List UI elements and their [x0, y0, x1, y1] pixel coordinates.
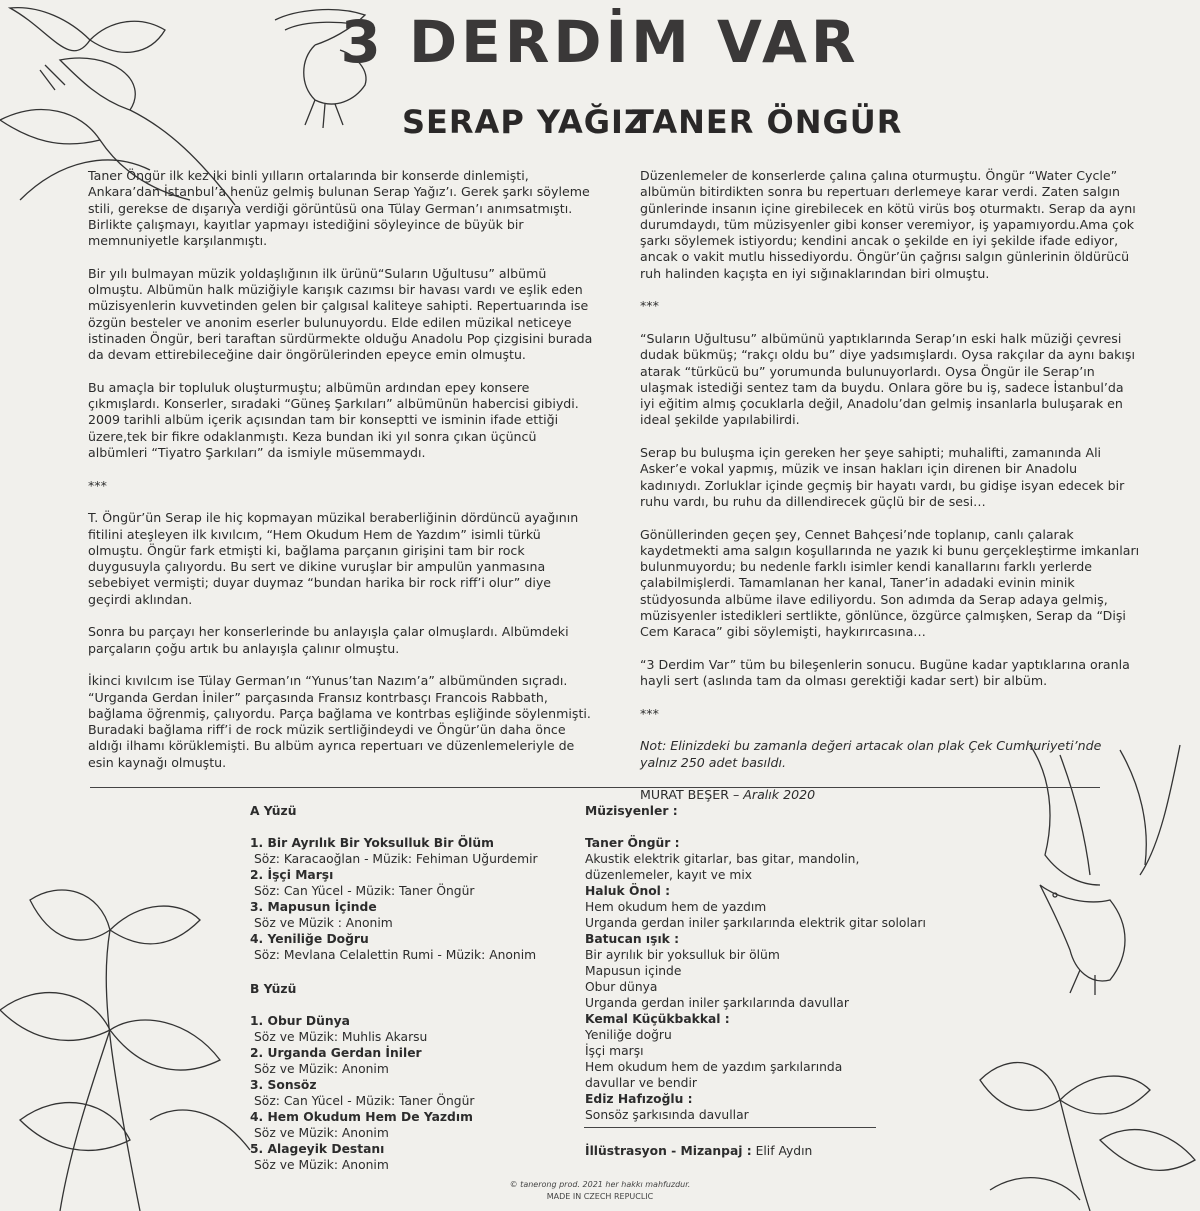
musician-role: Sonsöz şarkısında davullar [585, 1108, 749, 1122]
musician-entry [585, 1011, 985, 1091]
paragraph: Gönüllerinden geçen şey, Cennet Bahçesi’nde toplanıp, canlı çalarak kaydetmekti ama salgın koşullarında ne yazık ki bunu gerçekleştirme imkanları bulunmuyordu; bu nedenle farklı isimler kendi kanallarını farklı yerlerde çalabilmişlerdi. Tamamlanan her kanal, Taner’in adadaki evinin minik stüdyosunda albüme ilave ediliyordu. Son adımda da Serap adaya gelmiş, müzisyenler istedikleri sertlikte, gönlünce, özgürce çalmışken, Serap da “Dişi Cem Karaca” gibi söylemişti, haykırırcasına… [640, 526, 1140, 640]
track-item [250, 867, 580, 899]
paragraph: T. Öngür’ün Serap ile hiç kopmayan müzikal beraberliğinin dördüncü ayağının fitilini ateşleyen ilk kıvılcım, “Hem Okudum Hem de Yazdım” isimli türkü olmuştu. Öngür fark etmişti ki, bağlama parçanın girişini tam bir rock duygusuyla çalıyordu. Bu sert ve dikine vuruşlar bir ampulün yanmasına sebebiyet vermişti; duyar duymaz “bundan harika bir rock riff’i olur” diye geçirdi aklından. [88, 510, 579, 607]
track-item [250, 1013, 580, 1045]
section-divider [90, 787, 1100, 788]
musician-role: düzenlemeler, kayıt ve mix [585, 868, 753, 882]
track-title: 1. Obur Dünya [250, 1014, 350, 1028]
artist-name-serap: SERAP YAĞIZ [402, 103, 649, 141]
musician-name: Batucan ışık : [585, 932, 680, 946]
track-title: 3. Sonsöz [250, 1078, 317, 1092]
liner-notes-left-column [88, 168, 596, 787]
musician-role: Akustik elektrik gitarlar, bas gitar, mandolin, [585, 852, 860, 866]
track-item [250, 1077, 580, 1109]
paragraph: “Suların Uğultusu” albümünü yaptıklarında Serap’ın eski halk müziği çevresi dudak bükmüş; “rakçı oldu bu” diye yadsımışlardı. Oysa rakçılar da aynı bakışı atarak “türkücü bu” yorumunda bulunuyorlardı. Oysa Öngür ile Serap’ın ulaşmak istediği sentez tam da buydu. Onlara göre bu iş, sadece İstanbul’da iyi eğitim almış çocuklarla değil, Anadolu’dan gelmiş insanlarla buluşarak en ideal şekilde yapılabilirdi. [640, 330, 1135, 428]
musician-role: İşçi marşı [585, 1044, 644, 1058]
track-title: 2. Urganda Gerdan İniler [250, 1046, 422, 1060]
track-item [250, 899, 580, 931]
paragraph: Düzenlemeler de konserlerde çalına çalına oturmuştu. Öngür “Water Cycle” albümün bitirdikten sonra bu repertuarı derlemeye karar verdi. Zaten salgın günlerinde insanın içine girebilecek en kötü virüs boş oturmaktı. Serap da aynı durumdaydı, tüm müzisyenler gibi konser veremiyor, iş yapamıyordu.Ama çok şarkı söylemek istiyordu; kendini ancak o şekilde en iyi şekilde ifade ediyor, ancak o vakit mutlu hissediyordu. Öngür’ün çağrısı salgın günlerinin öldürücü ruh halinden kaçışta en iyi sığınaklarından biri olmuştu. [640, 168, 1136, 281]
track-credit: Söz: Can Yücel - Müzik: Taner Öngür [254, 1094, 475, 1108]
track-item [250, 835, 580, 867]
track-credit: Söz ve Müzik : Anonim [254, 916, 393, 930]
artist-name-taner: TANER ÖNGÜR [632, 103, 903, 141]
musician-name: Kemal Küçükbakkal : [585, 1012, 730, 1026]
side-b-label: B Yüzü [250, 982, 297, 996]
illustration-credit [585, 1144, 812, 1158]
track-item [250, 1141, 580, 1173]
musician-name: Taner Öngür : [585, 836, 680, 850]
paragraph: Serap bu buluşma için gereken her şeye sahipti; muhalifti, zamanında Ali Asker’e vokal yapmış, müzik ve insan hakları için direnen bir Anadolu kadınıydı. Zorluklar içinde geçmiş bir hayatı vardı, bu gidişe isyan edecek bir ruhu vardı, bu ruhu da dillendirecek güçlü bir de sesi… [640, 445, 1125, 509]
section-separator: *** [640, 705, 659, 721]
illustration-credit-label: İllüstrasyon - Mizanpaj : [585, 1144, 752, 1158]
track-credit: Söz ve Müzik: Anonim [254, 1062, 389, 1076]
section-separator: *** [640, 298, 659, 314]
musician-role: Urganda gerdan iniler şarkılarında elektrik gitar soloları [585, 916, 926, 930]
track-credit: Söz ve Müzik: Muhlis Akarsu [254, 1030, 428, 1044]
made-in-text: MADE IN CZECH REPUCLIC [546, 1192, 654, 1201]
track-credit: Söz ve Müzik: Anonim [254, 1126, 389, 1140]
paragraph: “3 Derdim Var” tüm bu bileşenlerin sonucu. Bugüne kadar yaptıklarına oranla hayli sert (aslında tam da olması gerektiği kadar sert) bir albüm. [640, 656, 1130, 689]
paragraph: Bir yılı bulmayan müzik yoldaşlığının ilk ürünü“Suların Uğultusu” albümü olmuştu. Albümün halk müziğiyle karışık cazımsı bir havası vardı ve eşlik eden müzisyenlerin kuvvetinden gelen bir çalgısal kaliteye sahipti. Repertuarında ise özgün besteler ve anonim eserler bulunuyordu. Elde edilen müzikal neticeye istinaden Öngür, beri taraftan sürdürmekte olduğu Anadolu Pop çizgisini burada da devam ettirebileceğine dair öngörülerinden epeyce emin olmuştu. [88, 265, 593, 363]
track-title: 4. Yeniliğe Doğru [250, 932, 369, 946]
track-title: 4. Hem Okudum Hem De Yazdım [250, 1110, 473, 1124]
track-credit: Söz: Mevlana Celalettin Rumi - Müzik: Anonim [254, 948, 537, 962]
musicians-heading: Müzisyenler : [585, 804, 678, 818]
musician-name: Haluk Önol : [585, 884, 671, 898]
musician-role: Mapusun içinde [585, 964, 682, 978]
track-credit: Söz: Can Yücel - Müzik: Taner Öngür [254, 884, 475, 898]
signature [640, 787, 1140, 803]
musician-role: Hem okudum hem de yazdım şarkılarında [585, 1060, 843, 1074]
track-title: 3. Mapusun İçinde [250, 900, 377, 914]
musician-role: Hem okudum hem de yazdım [585, 900, 767, 914]
track-credit: Söz ve Müzik: Anonim [254, 1158, 389, 1172]
musician-entry [585, 931, 985, 1011]
copyright-text: © tanerong prod. 2021 her hakkı mahfuzdur. [509, 1180, 691, 1189]
section-separator: *** [88, 477, 107, 493]
signature-dash: – [728, 787, 744, 803]
paragraph: Sonra bu parçayı her konserlerinde bu anlayışla çalar olmuşlardı. Albümdeki parçaların çoğu artık bu anlayışla çalınır olmuştu. [88, 624, 569, 656]
pressing-note: Not: Elinizdeki bu zamanla değeri artacak olan plak Çek Cumhuriyeti’nde yalnız 250 adet basıldı. [640, 738, 1102, 770]
paragraph: İkinci kıvılcım ise Tülay German’ın “Yunus’tan Nazım’a” albümünden sıçradı. “Urganda Gerdan İniler” parçasında Fransız kontrbasçı Francois Rabbath, bağlama öğrenmiş, çalıyordu. Parça bağlama ve kontrbas eşliğinde söylenmişti. Buradaki bağlama riff’i de rock müzik sertliğindeydi ve Öngür’ün daha önce aldığı ilhamı körüklemişti. Bu albüm ayrıca repertuarı ve düzenlemeleriyle de esin kaynağı olmuştu. [88, 673, 591, 770]
paragraph: Bu amaçla bir topluluk oluşturmuştu; albümün ardından epey konsere çıkmışlardı. Konserler, sıradaki “Güneş Şarkıları” albümünün habercisi gibiydi. 2009 tarihli albüm içerik açısından tam bir konseptti ve isminin ifade ettiği üzere,tek bir fikre odaklanmıştı. Keza bundan iki yıl sonra çıkan üçüncü albümleri “Tiyatro Şarkıları” da ismiyle müsemmaydı. [88, 379, 579, 461]
musician-entry [585, 1091, 985, 1123]
track-title: 2. İşçi Marşı [250, 868, 334, 882]
musician-name: Ediz Hafızoğlu : [585, 1092, 693, 1106]
paragraph: Taner Öngür ilk kez iki binli yılların ortalarında bir konserde dinlemişti, Ankara’dan İstanbul’a henüz gelmiş bulunan Serap Yağız’ı. Gerek şarkı söyleme stili, gerekse de dışarıya verdiği görüntüsü ona Tülay German’ı anımsatmıştı. Birlikte çalışmayı, kayıtlar yapmayı istediğini söyleyince de büyük bir memnuniyetle karşılanmıştı. [88, 168, 590, 249]
footer [0, 1179, 1200, 1203]
tracklist [250, 803, 580, 1173]
signature-date: Aralık 2020 [743, 787, 816, 803]
musician-role: Obur dünya [585, 980, 658, 994]
track-title: 5. Alageyik Destanı [250, 1142, 385, 1156]
track-credit: Söz: Karacaoğlan - Müzik: Fehiman Uğurdemir [254, 852, 538, 866]
side-a-label: A Yüzü [250, 804, 297, 818]
illustration-credit-value: Elif Aydın [751, 1144, 813, 1158]
track-item [250, 1045, 580, 1077]
musician-entry [585, 883, 985, 931]
track-title: 1. Bir Ayrılık Bir Yoksulluk Bir Ölüm [250, 836, 494, 850]
track-item [250, 1109, 580, 1141]
lily-flower-illustration [0, 860, 260, 1211]
musician-role: Urganda gerdan iniler şarkılarında davullar [585, 996, 849, 1010]
album-title: 3 DERDİM VAR [340, 8, 860, 76]
musician-entry [585, 835, 985, 883]
credits-divider [584, 1127, 876, 1128]
musician-role: Yeniliğe doğru [585, 1028, 672, 1042]
musician-role: davullar ve bendir [585, 1076, 697, 1090]
liner-notes-right-column [640, 168, 1140, 820]
track-item [250, 931, 580, 963]
author-name: MURAT BEŞER [640, 787, 729, 803]
musician-role: Bir ayrılık bir yoksulluk bir ölüm [585, 948, 780, 962]
musicians-list [585, 803, 985, 1123]
